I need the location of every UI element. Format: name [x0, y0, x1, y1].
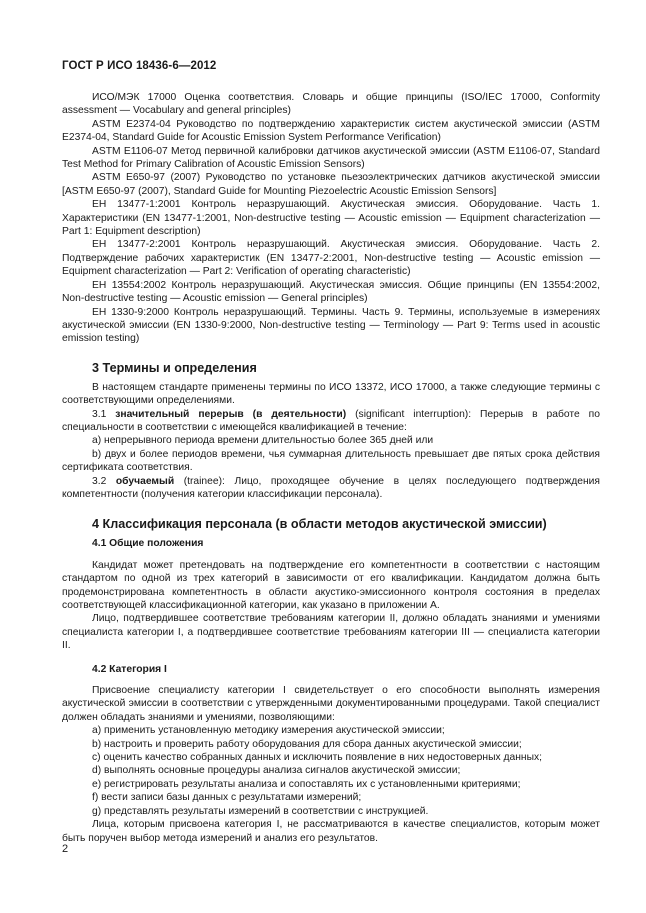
subsection-4-2-heading: 4.2 Категория I: [92, 663, 167, 675]
term-definition: (significant interruption): Перерыв в работе по специальности в соответствии с имеющейся квалификацией в течение:: [62, 408, 600, 433]
reference-item: ASTM E2374-04 Руководство по подтверждению характеристик систем акустической эмиссии (ASTM E2374-04, Standard Guide for Acoustic Emission System Performance Verification): [62, 118, 600, 144]
term-number: 3.1: [92, 408, 107, 420]
page-number: 2: [62, 843, 69, 855]
term-name: значительный перерыв (в деятельности): [115, 408, 347, 420]
reference-item: EH 13477-1:2001 Контроль неразрушающий. Акустическая эмиссия. Оборудование. Часть 1. Характеристики (EN 13477-1:2001, Non-destructive testing — Acoustic emission — Equipment characterization — Part 1: Equipment description): [62, 199, 600, 238]
paragraph: Кандидат может претендовать на подтверждение его компетентности в соответствии с настоящим стандартом по одной из трех категорий в зависимости от его квалификации. Кандидатом должна быть продемонстрирована компетентность в области акустико-эмиссионного контроля состояния в пределах соответствующей классификационной категории, как указано в приложении А.: [62, 559, 600, 611]
document-header: ГОСТ Р ИСО 18436-6—2012: [62, 60, 217, 72]
reference-item: EH 13554:2002 Контроль неразрушающий. Акустическая эмиссия. Общие принципы (EN 13554:2002, Non-destructive testing — Acoustic emission — General principles): [62, 279, 600, 305]
list-item: b) настроить и проверить работу оборудования для сбора данных акустической эмиссии;: [92, 738, 522, 750]
list-item: d) выполнять основные процедуры анализа сигналов акустической эмиссии;: [92, 765, 461, 777]
term-name: обучаемый: [115, 475, 175, 487]
term-definition: (trainee): Лицо, проходящее обучение в целях последующего подтверждения компетентности (получения категории классификации персонала).: [62, 475, 600, 500]
list-item: b) двух и более периодов времени, чья суммарная длительность превышает две пятых срока действия сертификата соответствия.: [62, 448, 600, 474]
list-item: c) оценить качество собранных данных и исключить появление в них недостоверных данных;: [92, 752, 542, 764]
paragraph: Присвоение специалисту категории I свидетельствует о его способности выполнять измерения акустической эмиссии в соответствии с утвержденными документированными процедурами. Такой специалист должен обладать знаниями и умениями, позволяющими:: [62, 685, 600, 723]
list-item: a) непрерывного периода времени длительностью более 365 дней или: [92, 435, 434, 447]
section-3-intro: В настоящем стандарте применены термины по ИСО 13372, ИСО 17000, а также следующие термины с соответствующими определениями.: [62, 381, 600, 407]
normative-references-list: [62, 91, 600, 346]
document-body: [62, 91, 600, 845]
section-4-heading: 4 Классификация персонала (в области методов акустической эмиссии): [92, 517, 547, 532]
list-item: e) регистрировать результаты анализа и сопоставлять их с установленными критериями;: [92, 778, 521, 790]
term-number: 3.2: [92, 475, 107, 487]
reference-item: EH 13477-2:2001 Контроль неразрушающий. Акустическая эмиссия. Оборудование. Часть 2. Подтверждение рабочих характеристик (EN 13477-2:2001, Non-destructive testing — Acoustic emission — Equipment characterization — Part 2: Verification of operating characteristic): [62, 239, 600, 278]
term-3-2: [62, 475, 600, 502]
paragraph: Лица, которым присвоена категория I, не рассматриваются в качестве специалистов, которым может быть поручен выбор метода измерений и анализ его результатов.: [62, 819, 600, 844]
section-3-heading: 3 Термины и определения: [92, 360, 257, 375]
reference-item: ИСО/МЭК 17000 Оценка соответствия. Словарь и общие принципы (ISO/IEC 17000, Conformity assessment — Vocabulary and general principles): [62, 92, 600, 117]
paragraph: Лицо, подтвердившее соответствие требованиям категории II, должно обладать знаниями и умениями специалиста категории I, а подтвердившее соответствие требованиям категории III — специалиста категории II.: [62, 613, 600, 652]
reference-item: ASTM E1106-07 Метод первичной калибровки датчиков акустической эмиссии (ASTM E1106-07, Standard Test Method for Primary Calibration of Acoustic Emission Sensors): [62, 145, 600, 171]
reference-item: ASTM E650-97 (2007) Руководство по установке пьезоэлектрических датчиков акустической эмиссии [ASTM E650-97 (2007), Standard Guide for Mounting Piezoelectric Acoustic Emission Sensors]: [62, 172, 600, 197]
list-item: a) применить установленную методику измерения акустической эмиссии;: [92, 725, 445, 737]
list-item: g) представлять результаты измерений в соответствии с инструкцией.: [92, 805, 429, 817]
subsection-4-1-heading: 4.1 Общие положения: [92, 538, 204, 550]
list-item: f) вести записи базы данных с результатами измерений;: [92, 792, 362, 804]
reference-item: EH 1330-9:2000 Контроль неразрушающий. Термины. Часть 9. Термины, используемые в измерениях акустической эмиссии (EN 1330-9:2000, Non-destructive testing — Terminology — Part 9: Terms used in acoustic emission testing): [62, 306, 600, 345]
section-4: [62, 516, 600, 845]
term-3-1: [62, 408, 600, 435]
section-3: [62, 360, 600, 502]
